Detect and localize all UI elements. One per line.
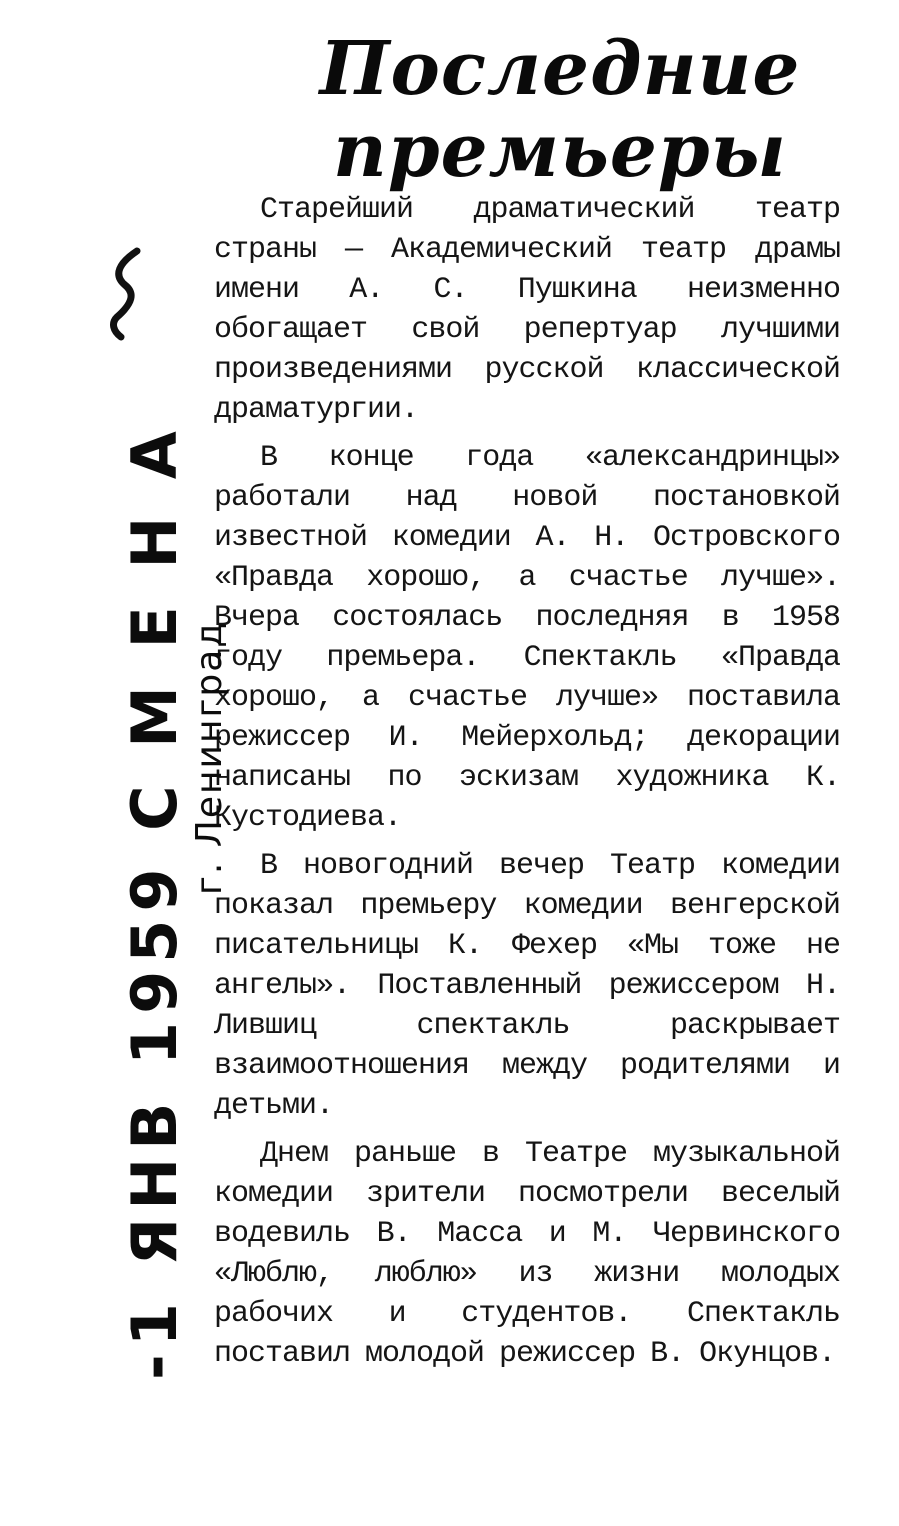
- article-paragraph-2: В конце года «александринцы» работали над новой постановкой известной комедии А. Н. Островского «Правда хорошо, а счастье лучше». Вчера состоялась последняя в 1958 году премьера. Спектакль «Правда хорошо, а счастье лучше» поставила режиссер И. Мейерхольд; декорации написаны по эскизам художника К. Кустодиева.: [214, 441, 840, 835]
- article-paragraph-1: Старейший драматический театр страны — Академический театр драмы имени А. С. Пушкина неизменно обогащает свой репертуар лучшими произведениями русской классической драматургии.: [214, 193, 840, 427]
- article-paragraph-4: Днем раньше в Театре музыкальной комедии зрители посмотрели веселый водевиль В. Масса и М. Червинского «Люблю, люблю» из жизни молодых рабочих и студентов. Спектакль поставил молодой режиссер В. Окунцов.: [214, 1137, 840, 1371]
- city-stamp: г. Ленинград: [189, 620, 230, 895]
- headline-line-1: Последние: [319, 26, 801, 112]
- headline-line-2: премьеры: [333, 108, 787, 194]
- article-paragraph-3: В новогодний вечер Театр комедии показал премьеру комедии венгерской писательницы К. Фехер «Мы тоже не ангелы». Поставленный режиссером Н. Лившиц спектакль раскрывает взаимоотношения между родителями и детьми.: [214, 849, 840, 1123]
- pencil-mark-icon: [95, 245, 155, 345]
- headline: [300, 28, 820, 192]
- article-body: [214, 190, 840, 1382]
- date-stamp: -1 ЯНВ 1959 С М Е Н А: [118, 423, 191, 1380]
